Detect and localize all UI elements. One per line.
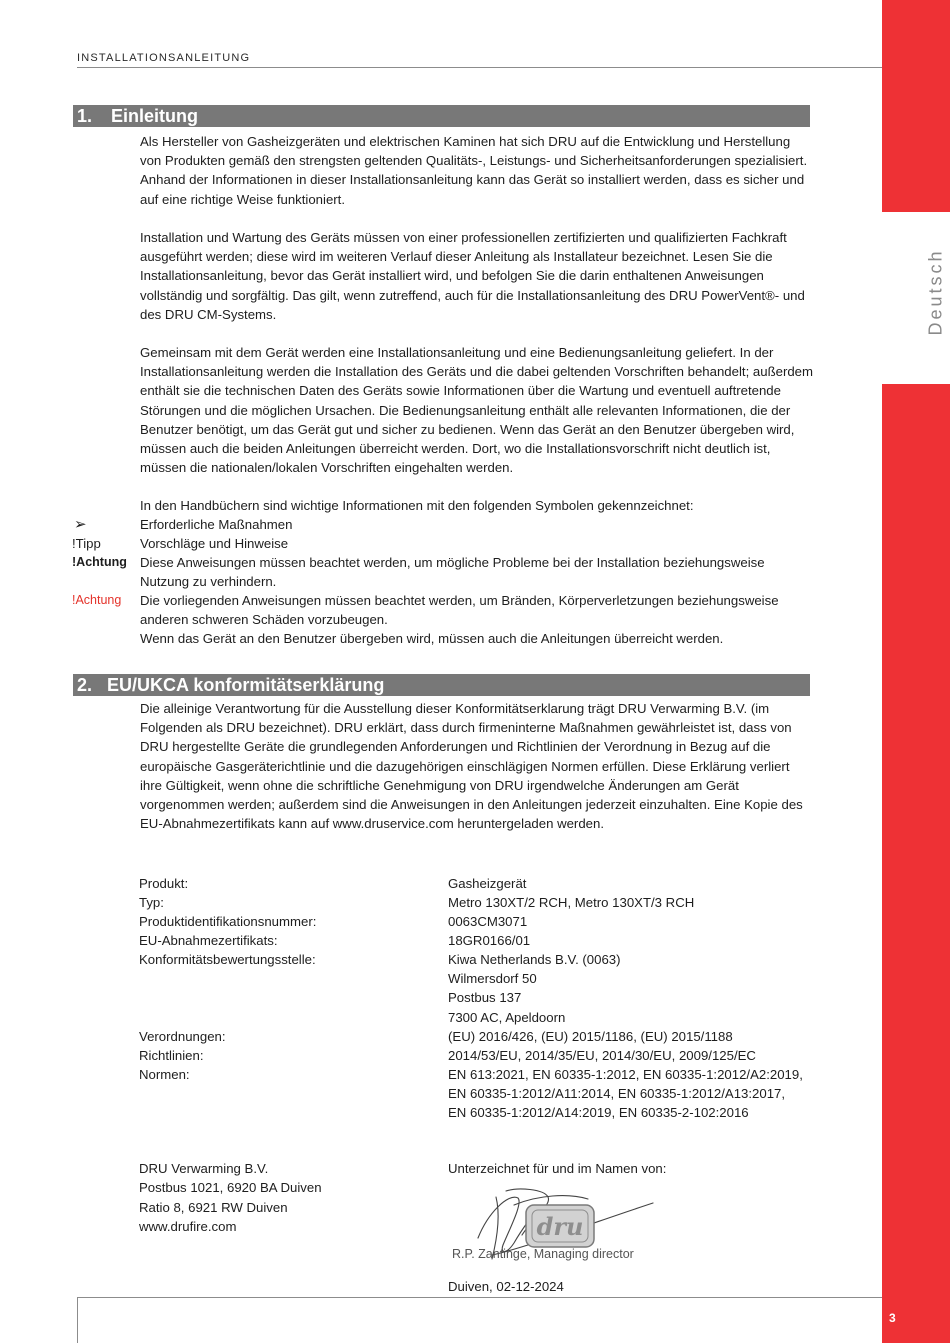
company-address bbox=[139, 1159, 322, 1237]
declaration-value bbox=[448, 1046, 818, 1065]
installation-paragraph: Installation und Wartung des Geräts müssen von einer professionellen zertifizierten und qualifizierten Fachkraft ausgeführt werden; diese wird im weiteren Verlauf dieser Anleitung als Installateur bezeichnet. Lesen Sie die Installationsanleitung, bevor das Gerät installiert wird, und befolgen Sie die darin enthaltenen Anweisungen vollständig und sorgfältig. Das gilt, wenn zutreffend, auch für die Installationsanleitung des DRU PowerVent®- und des DRU CM-Systems. bbox=[140, 230, 805, 322]
handover-text: Wenn das Gerät an den Benutzer übergeben wird, müssen auch die Anleitungen überreicht werden. bbox=[140, 631, 724, 647]
intro-paragraph: Als Hersteller von Gasheizgeräten und elektrischen Kaminen hat sich DRU auf die Entwicklung und Herstellung von Produkten gemäß den strengsten geltenden Qualitäts-, Leistungs- und Sicherheitsanforderungen spezialisiert. Anhand der Informationen in dieser Installationsanleitung kann das Gerät so installiert werden, dass es sicher und auf eine richtige Weise funktioniert. bbox=[140, 134, 808, 207]
section-title: EU/UKCA konformitätserklärung bbox=[107, 675, 385, 695]
declaration-label: Produktidentifikationsnummer: bbox=[139, 914, 317, 929]
declaration-value bbox=[448, 893, 818, 912]
warning-text: Die vorliegenden Anweisungen müssen beachtet werden, um Bränden, Körperverletzungen beziehungsweise anderen schweren Schäden vorzubeugen. bbox=[140, 593, 779, 628]
value-line: 0063CM3071 bbox=[448, 914, 528, 929]
section-number: 2. bbox=[77, 675, 93, 695]
declaration-label: Normen: bbox=[139, 1067, 190, 1082]
symbol-description: Diese Anweisungen müssen beachtet werden, um mögliche Probleme bei der Installation beziehungsweise Nutzung zu verhindern. bbox=[140, 555, 765, 590]
value-line: Wilmersdorf 50 bbox=[448, 971, 537, 987]
website-link[interactable]: www.drufire.com bbox=[139, 1219, 237, 1235]
page-number: 3 bbox=[889, 1311, 896, 1325]
declaration-label: Richtlinien: bbox=[139, 1048, 204, 1063]
header-divider bbox=[77, 67, 882, 68]
logo-text: dru bbox=[536, 1212, 584, 1241]
section-number: 1. bbox=[77, 106, 93, 126]
section-title: Einleitung bbox=[111, 106, 198, 126]
footer-divider bbox=[77, 1297, 882, 1298]
value-line: 7300 AC, Apeldoorn bbox=[448, 1009, 566, 1025]
dru-logo bbox=[526, 1205, 594, 1247]
value-line: 2014/53/EU, 2014/35/EU, 2014/30/EU, 2009/125/EC bbox=[448, 1048, 756, 1063]
value-line: Kiwa Netherlands B.V. (0063) bbox=[448, 952, 621, 967]
manuals-paragraph: Gemeinsam mit dem Gerät werden eine Installationsanleitung und eine Bedienungsanleitung geliefert. In der Installationsanleitung werden die Installation des Geräts und die dabei geltenden Vorschriften behandelt; außerdem enthält sie die technischen Daten des Geräts sowie Informationen über die Wartung und eventuell auftretende Störungen und die möglichen Ursachen. Die Bedienungsanleitung enthält alle relevanten Informationen, die der Benutzer benötigt, um das Gerät gut und sicher zu bedienen. Wenn das Gerät an den Benutzer übergeben wird, müssen auch die beiden Anleitungen überreicht werden. Dort, wo die Installationsvorschrift nicht deutlich ist, müssen die nationalen/lokalen Vorschriften eingehalten werden. bbox=[140, 345, 814, 476]
symbols-intro: In den Handbüchern sind wichtige Informationen mit den folgenden Symbolen gekennzeichnet: bbox=[140, 498, 694, 513]
value-line: EN 613:2021, EN 60335-1:2012, EN 60335-1:2012/A2:2019, bbox=[448, 1067, 803, 1082]
value-line: Metro 130XT/2 RCH, Metro 130XT/3 RCH bbox=[448, 895, 695, 910]
value-line: EN 60335-1:2012/A14:2019, EN 60335-2-102:2016 bbox=[448, 1105, 749, 1121]
declaration-value bbox=[448, 874, 818, 893]
declaration-value bbox=[448, 1027, 818, 1046]
symbol-description: Vorschläge und Hinweise bbox=[140, 536, 289, 551]
signatory-name: R.P. Zantinge, Managing director bbox=[452, 1247, 634, 1261]
declaration-value bbox=[448, 912, 818, 931]
declaration-label: Produkt: bbox=[139, 876, 189, 891]
footer-corner-mark bbox=[77, 1297, 78, 1343]
value-line: Gasheizgerät bbox=[448, 876, 527, 891]
conformity-paragraph: Die alleinige Verantwortung für die Ausstellung dieser Konformitätserklarung trägt DRU Verwarming B.V. (im Folgenden als DRU bezeichnet). DRU erklärt, dass durch firmeninterne Maßnahmen gewährleistet ist, dass von DRU hergestellte Geräte die grundlegenden Anforderungen und Richtlinien der Verordnung in Bezug auf die europäische Gasgeräterichtlinie und die dazugehörigen einschlägigen Normen erfüllen. Diese Erklärung verliert ihre Gültigkeit, wenn ohne die schriftliche Genehmigung von DRU irgendwelche Änderungen am Gerät vorgenommen werden; außerdem sind die Anweisungen in den Anleitungen jederzeit einzuhalten. Eine Kopie des EU-Abnahmezertifikats kann auf www.druservice.com heruntergeladen werden. bbox=[140, 701, 803, 832]
value-line: 18GR0166/01 bbox=[448, 933, 531, 948]
signed-on-behalf-label: Unterzeichnet für und im Namen von: bbox=[448, 1161, 667, 1176]
running-header: INSTALLATIONSANLEITUNG bbox=[77, 52, 251, 64]
language-tab-label: Deutsch bbox=[925, 248, 946, 336]
value-line: (EU) 2016/426, (EU) 2015/1186, (EU) 2015/1188 bbox=[448, 1029, 733, 1044]
value-line: Postbus 137 bbox=[448, 990, 522, 1006]
symbol-description: Erforderliche Maßnahmen bbox=[140, 517, 293, 532]
warning-symbol: !Achtung bbox=[72, 593, 122, 607]
declaration-value bbox=[448, 1065, 818, 1123]
declaration-label: Verordnungen: bbox=[139, 1029, 226, 1044]
section-heading-conformity bbox=[73, 674, 810, 696]
caution-symbol: !Achtung bbox=[72, 555, 127, 569]
place-and-date: Duiven, 02-12-2024 bbox=[448, 1279, 564, 1294]
value-line: EN 60335-1:2012/A11:2014, EN 60335-1:2012/A13:2017, bbox=[448, 1086, 786, 1102]
address-line: Ratio 8, 6921 RW Duiven bbox=[139, 1199, 288, 1215]
declaration-label: Konformitätsbewertungsstelle: bbox=[139, 952, 316, 967]
symbol-description bbox=[140, 591, 815, 649]
arrow-icon: ➢ bbox=[74, 516, 87, 533]
red-side-band-top bbox=[882, 0, 950, 212]
declaration-label: EU-Abnahmezertifikats: bbox=[139, 933, 278, 948]
declaration-value bbox=[448, 950, 818, 1027]
company-name: DRU Verwarming B.V. bbox=[139, 1161, 269, 1176]
tip-symbol: !Tipp bbox=[72, 536, 101, 551]
section-heading-einleitung bbox=[73, 105, 810, 127]
declaration-value bbox=[448, 931, 818, 950]
red-side-band-bottom bbox=[882, 384, 950, 1343]
declaration-label: Typ: bbox=[139, 895, 164, 910]
address-line: Postbus 1021, 6920 BA Duiven bbox=[139, 1180, 322, 1196]
